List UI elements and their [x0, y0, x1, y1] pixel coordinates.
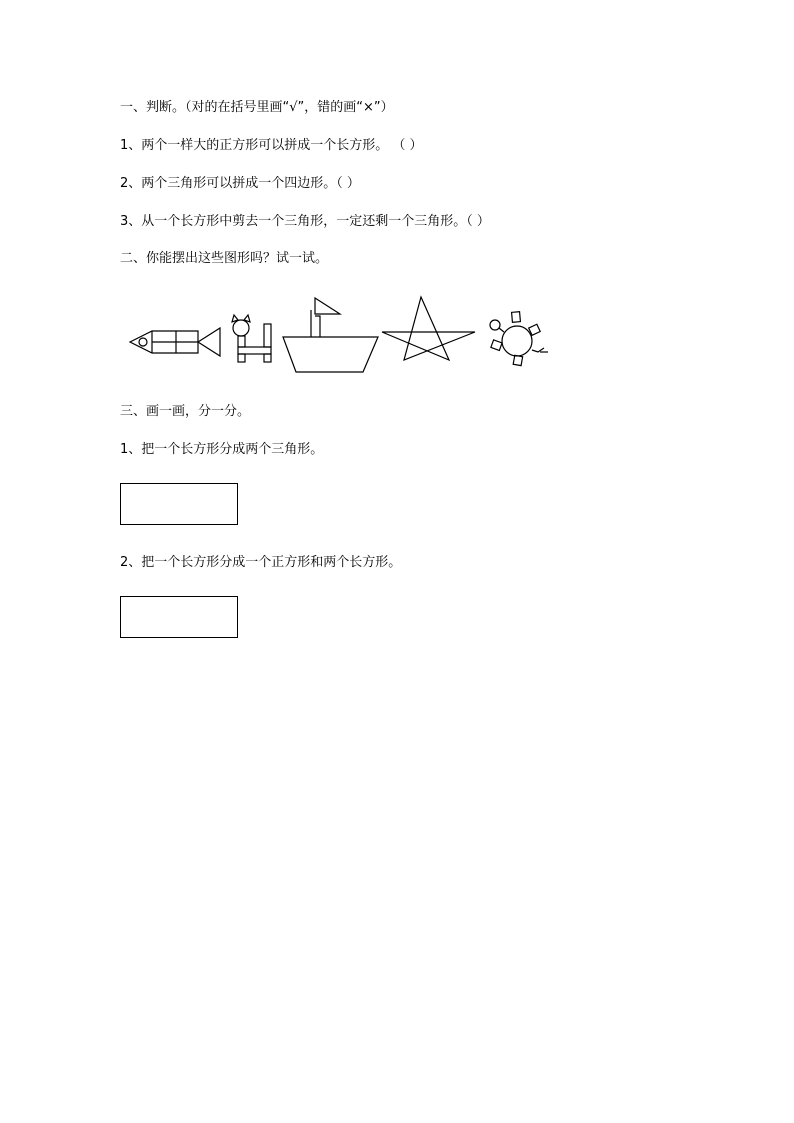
- section2-title: 二、你能摆出这些图形吗？试一试。: [120, 251, 329, 266]
- judgement-item-2: 2、两个三角形可以拼成一个四边形。（ ）: [120, 176, 360, 191]
- judgement-item-1: 1、两个一样大的正方形可以拼成一个长方形。 （ ）: [120, 138, 423, 153]
- rectangle-draw-area-2[interactable]: [120, 596, 238, 638]
- rectangle-draw-area-1[interactable]: [120, 483, 238, 525]
- draw-item-1: 1、把一个长方形分成两个三角形。: [120, 442, 324, 457]
- sailboat-figure: [283, 298, 378, 372]
- draw-item-2: 2、把一个长方形分成一个正方形和两个长方形。: [120, 555, 402, 570]
- fish-figure: [130, 328, 220, 356]
- shape-figures: [120, 290, 560, 380]
- turtle-figure: [490, 312, 548, 366]
- section1-title: 一、判断。（对的在括号里画“√”，错的画“×”）: [120, 100, 394, 115]
- section3-title: 三、画一画，分一分。: [120, 404, 251, 419]
- judgement-item-3: 3、从一个长方形中剪去一个三角形，一定还剩一个三角形。（ ）: [120, 214, 490, 229]
- cat-figure: [232, 315, 271, 362]
- star-figure: [382, 297, 475, 360]
